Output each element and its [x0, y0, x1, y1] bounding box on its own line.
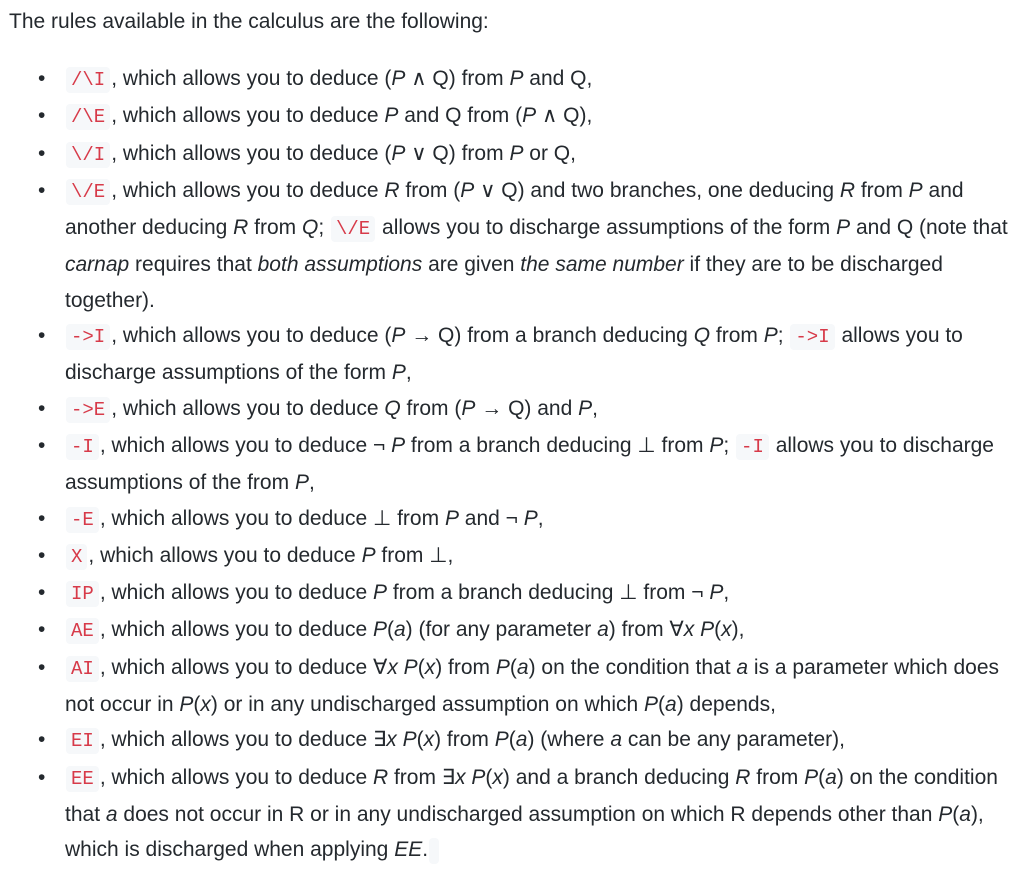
rule-code: AI	[66, 656, 99, 682]
rule-text: P	[391, 361, 406, 385]
rule-text: P	[361, 543, 376, 567]
list-item	[9, 650, 1020, 723]
rule-text: P	[494, 728, 509, 752]
rule-text: (	[386, 618, 394, 642]
rule-code: AE	[66, 618, 99, 644]
rule-text: a	[610, 728, 623, 752]
list-item	[9, 612, 1020, 649]
rule-text: R	[735, 765, 751, 789]
rule-text: P	[644, 693, 659, 717]
rule-text: allows you to discharge assumptions of the from	[65, 433, 994, 495]
rule-text: from (	[399, 178, 461, 202]
rule-text: ,	[537, 506, 544, 530]
rule-text: (	[818, 765, 826, 789]
rule-text: x P	[683, 618, 715, 642]
rule-text: from	[855, 178, 909, 202]
rule-text: , which allows you to deduce	[111, 104, 385, 128]
rule-text: P	[523, 506, 538, 530]
rule-text: , which allows you to deduce ∃	[99, 728, 387, 752]
rule-text: ) from	[434, 728, 495, 752]
rule-text: and Q (note that	[850, 216, 1008, 240]
rule-text: P	[372, 618, 387, 642]
rule-text: ,	[723, 581, 730, 605]
rule-text: a	[825, 765, 837, 789]
rule-text: x	[200, 693, 211, 717]
rule-text: P	[294, 471, 309, 495]
rule-text: ) (for any parameter	[405, 618, 598, 642]
rule-text: from a branch deducing ⊥ from	[405, 433, 710, 457]
rule-text: x	[424, 655, 436, 679]
rule-text: → Q) and	[475, 396, 579, 420]
rule-text: R	[233, 216, 249, 240]
list-item	[9, 136, 1020, 173]
rule-text: , which allows you to deduce ¬	[99, 433, 392, 457]
rule-text: ) depends,	[676, 693, 776, 717]
rule-text: can be any parameter),	[622, 728, 845, 752]
rule-text: the same number	[520, 253, 684, 277]
list-item	[9, 173, 1020, 318]
rule-text: (	[416, 728, 424, 752]
rule-text: , which allows you to deduce (	[111, 67, 392, 90]
rule-text: P	[179, 693, 194, 717]
rule-text: → Q) from a branch deducing	[405, 324, 694, 348]
rule-text: a	[597, 618, 609, 642]
rule-code: IP	[66, 581, 99, 607]
rule-code: /\I	[66, 67, 110, 93]
rule-text: from (	[400, 396, 462, 420]
rule-text: x	[492, 765, 503, 789]
rule-text: , which allows you to deduce (	[111, 324, 392, 348]
rule-text: ;	[777, 324, 790, 348]
rule-text: P	[509, 67, 524, 90]
rule-text: , which allows you to deduce	[99, 618, 373, 642]
rule-text: ∧ Q),	[536, 104, 593, 128]
rule-text: (	[509, 655, 517, 679]
rule-text: is a parameter which does not occur in	[65, 655, 1000, 717]
rule-text: ), which is discharged when applying	[65, 802, 984, 862]
rule-text: ;	[723, 433, 736, 457]
rule-text: Q	[693, 324, 711, 348]
rule-text: P	[804, 765, 819, 789]
rule-text: R	[372, 765, 389, 789]
rule-text: both assumptions	[257, 253, 423, 277]
rule-text: ) and a branch deducing	[502, 765, 736, 789]
rule-code: -E	[66, 507, 99, 533]
rule-text: and ¬	[458, 506, 524, 530]
rule-text: allows you to discharge assumptions of the form	[65, 324, 963, 385]
rule-text: requires that	[129, 253, 258, 277]
list-item	[9, 391, 1020, 428]
list-item	[9, 61, 1020, 98]
rule-text: a	[516, 655, 529, 679]
rule-text: or Q,	[523, 141, 576, 165]
rule-text: from	[248, 216, 302, 240]
rule-text: allows you to discharge assumptions of the form	[376, 216, 837, 240]
rule-text: P	[461, 396, 476, 420]
list-item	[9, 760, 1020, 870]
rule-code: \/E	[66, 179, 110, 205]
rule-text: a	[393, 618, 406, 642]
rule-text: , which allows you to deduce	[111, 178, 385, 202]
rule-text: R	[839, 178, 855, 202]
rule-text: P	[384, 104, 399, 128]
rule-text: ,	[405, 361, 412, 385]
rule-text: P	[522, 104, 537, 128]
rule-text: , which allows you to deduce (	[111, 141, 392, 165]
rule-text: ∨ Q) and two branches, one deducing	[474, 178, 840, 202]
list-item	[9, 501, 1020, 538]
rule-text: a	[736, 655, 749, 679]
rule-text: , which allows you to deduce	[88, 543, 362, 567]
rule-text: ),	[731, 618, 745, 642]
rule-text: P	[391, 324, 406, 348]
rule-text: P	[938, 802, 953, 826]
rule-text: P	[908, 178, 923, 202]
rule-text: from ⊥,	[375, 543, 454, 567]
rule-text: and Q from (	[398, 104, 523, 128]
rule-text: ) (where	[527, 728, 611, 752]
rule-text: P	[460, 178, 475, 202]
list-item	[9, 575, 1020, 612]
rule-text: (	[508, 728, 516, 752]
rule-text: a	[665, 693, 677, 717]
rule-text: P	[444, 506, 459, 530]
rule-code: -I	[66, 434, 99, 460]
rule-code: /\E	[66, 104, 110, 130]
rule-text: and Q,	[523, 67, 593, 90]
rule-text: P	[836, 216, 851, 240]
rule-text: (	[658, 693, 666, 717]
rule-text: (	[417, 655, 425, 679]
rule-text: (	[485, 765, 493, 789]
rule-text: ) or in any undischarged assumption on which	[210, 693, 644, 717]
rule-text: P	[763, 324, 778, 348]
rule-text: (	[952, 802, 960, 826]
list-item	[9, 428, 1020, 501]
rule-text: P	[391, 433, 406, 457]
rule-code: ->I	[790, 324, 834, 350]
rule-text: from	[710, 324, 764, 348]
intro-text: The rules available in the calculus are the following:	[9, 10, 489, 33]
rule-text: ,	[308, 471, 315, 495]
rule-text: if they are to be discharged together).	[65, 253, 943, 312]
rule-text: are given	[422, 253, 521, 277]
rule-text: x	[423, 728, 435, 752]
list-item	[9, 722, 1020, 759]
rule-code	[429, 838, 439, 864]
rule-text: Q	[301, 216, 319, 240]
rule-text: and another deducing	[65, 178, 964, 240]
rule-text: ) on the condition that	[65, 765, 998, 826]
rule-text: , which allows you to deduce	[111, 396, 385, 420]
rule-text: .	[422, 838, 429, 862]
rule-code: ->I	[66, 324, 110, 350]
rule-code: \/E	[331, 216, 375, 242]
rule-code: \/I	[66, 142, 110, 168]
rule-text: P	[391, 141, 406, 165]
rule-text: P	[372, 581, 387, 605]
rule-text: , which allows you to deduce ⊥ from	[99, 506, 445, 530]
rule-code: EI	[66, 728, 99, 754]
rule-text: x	[721, 618, 732, 642]
rule-code: X	[66, 544, 87, 570]
rules-list	[9, 61, 1020, 870]
rule-text: P	[391, 67, 406, 90]
rule-text: (	[193, 693, 201, 717]
rule-text: ∧ Q) from	[405, 67, 510, 90]
rule-text: carnap	[65, 253, 130, 277]
rule-text: Q	[384, 396, 401, 420]
rule-text: x P	[455, 765, 486, 789]
rule-text: ) from	[435, 655, 496, 679]
rule-text: P	[709, 581, 724, 605]
rule-text: ) from ∀	[608, 618, 684, 642]
rule-text: (	[714, 618, 722, 642]
rule-text: a	[105, 802, 118, 826]
rule-text: ;	[318, 216, 330, 240]
rule-code: -I	[736, 434, 769, 460]
rule-text: ,	[592, 396, 598, 420]
rule-text: P	[509, 141, 524, 165]
rule-text: x P	[386, 728, 417, 752]
rule-text: a	[959, 802, 971, 826]
rule-text: EE	[394, 838, 423, 862]
rule-text: does not occur in R or in any undischarged assumption on which R depends other than	[117, 802, 939, 826]
rule-text: P	[709, 433, 724, 457]
rule-text: P	[495, 655, 510, 679]
rule-code: ->E	[66, 397, 110, 423]
rule-text: x P	[387, 655, 418, 679]
list-item	[9, 98, 1020, 135]
rule-text: R	[384, 178, 400, 202]
rule-text: a	[515, 728, 528, 752]
rule-code: EE	[66, 766, 99, 792]
list-item	[9, 538, 1020, 575]
rule-text: from	[750, 765, 805, 789]
rule-text: , which allows you to deduce	[99, 581, 373, 605]
rule-text: ) on the condition that	[528, 655, 737, 679]
rule-text: , which allows you to deduce ∀	[99, 655, 388, 679]
rule-text: from ∃	[388, 765, 456, 789]
rule-text: P	[578, 396, 593, 420]
rule-text: , which allows you to deduce	[99, 765, 373, 789]
rule-text: ∨ Q) from	[405, 141, 510, 165]
list-item	[9, 318, 1020, 391]
rule-text: from a branch deducing ⊥ from ¬	[386, 581, 710, 605]
